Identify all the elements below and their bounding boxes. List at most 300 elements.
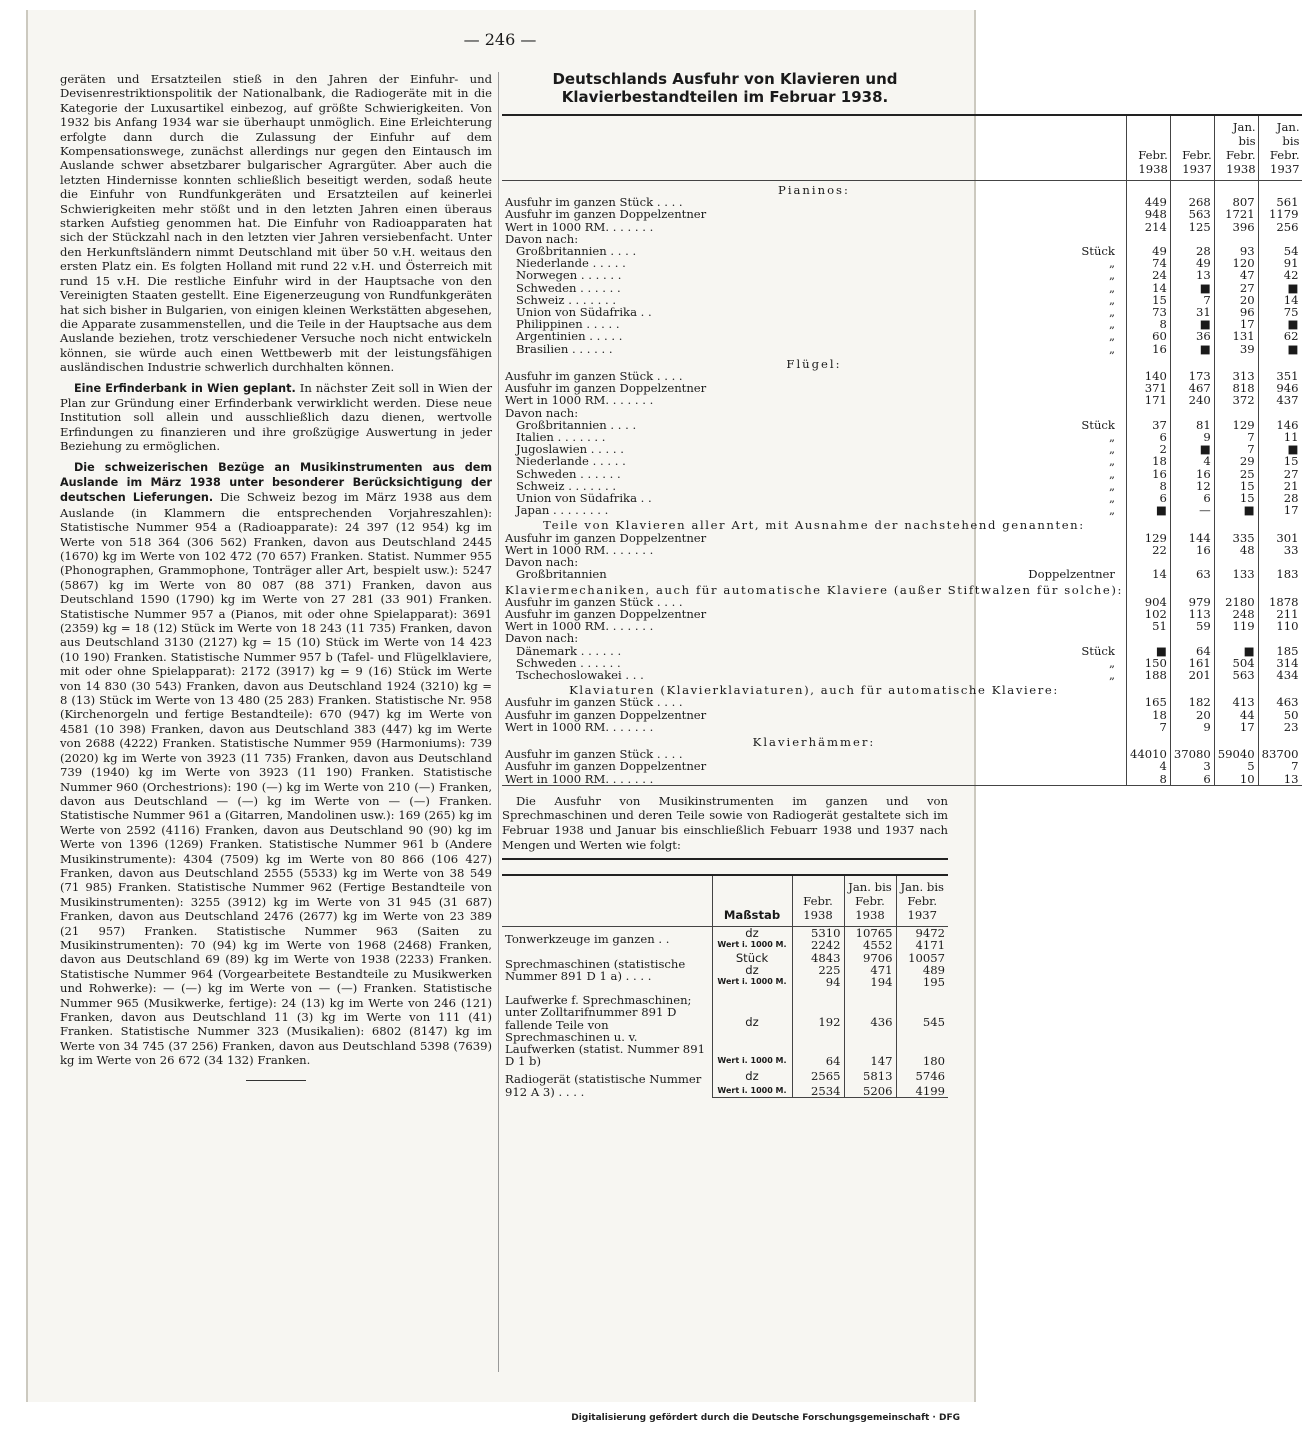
row-label: Tonwerkzeuge im ganzen . . [505, 932, 670, 947]
row-unit: „ [1108, 292, 1115, 307]
value-cell: 183 [1258, 568, 1301, 580]
paragraph-erfinderbank [60, 381, 492, 454]
row-label: Ausfuhr im ganzen Stück . . . . [505, 369, 683, 384]
row-label: Japan . . . . . . . . [516, 503, 609, 518]
swiss-imports-text: Die Schweiz bezog im März 1938 aus dem Auslande (in Klammern die entsprechenden Vorjahreszahlen): Statistische Nummer 954 a (Radioapparate): 24 397 (12 954) kg im Werte von 518 364 (306 562) Franken, davon aus Deutschland 2445 (1670) kg im Werte von 102 472 (70 657) Franken. Statist. Nummer 955 (Phonographen, Grammophone, Tonträger aller Art, bespielt usw.): 5247 (5867) kg im Werte von 80 087 (88 371) Franken, davon aus Deutschland 1590 (1790) kg im Werte von 27 281 (33 901) Franken. Statistische Nummer 957 a (Pianos, mit oder ohne Spielapparat): 3691 (2359) kg = 18 (12) Stück im Werte von 18 243 (11 735) Franken, davon aus Deutschland 3130 (2127) kg = 15 (10) Stück im Werte von 14 423 (10 190) Franken. Statistische Nummer 957 b (Tafel- und Flügelklaviere, mit oder ohne Spielapparat): 2172 (3917) kg = 9 (16) Stück im Werte von 14 830 (30 543) Franken, davon aus Deutschland 1924 (3210) kg = 8 (13) Stück im Werte von 13 480 (25 283) Franken. Statistische Nr. 958 (Kirchenorgeln und fertige Bestandteile): 670 (947) kg im Werte von 4581 (10 398) Franken, davon aus Deutschland 383 (447) kg im Werte von 2688 (4222) Franken. Statistische Nummer 959 (Harmoniums): 739 (2020) kg im Werte von 3923 (11 735) Franken, davon aus Deutschland 739 (1940) kg im Werte von 3923 (11 190) Franken. Statistische Nummer 960 (Orchestrions): 190 (—) kg im Werte von 210 (—) Franken, davon aus Deutschland — (—) kg im Werte von — (—) Franken. Statistische Nummer 961 a (Gitarren, Mandolinen usw.): 169 (265) kg im Werte von 2592 (4116) Franken, davon aus Deutschland 90 (90) kg im Werte von 1396 (1269) Franken. Statistische Nummer 961 b (Andere Musikinstrumente): 4304 (7509) kg im Werte von 80 866 (106 427) Franken, davon aus Deutschland 2555 (5533) kg im Werte von 38 549 (71 985) Franken. Statistische Nummer 962 (Fertige Bestandteile von Musikinstrumenten): 3255 (3912) kg im Werte von 31 945 (31 687) Franken, davon aus Deutschland 2476 (2677) kg im Werte von 23 389 (21 957) Franken. Statistische Nummer 963 (Saiten zu Musikinstrumenten): 70 (94) kg im Werte von 1968 (2468) Franken, davon aus Deutschland 69 (89) kg im Werte von 1938 (2233) Franken. Statistische Nummer 964 (Vorgearbeitete Bestandteile zu Musikwerken und Rohwerke): — (—) kg im Werte von — (—) Franken. Statistische Nummer 965 (Musikwerke, fertige): 24 (13) kg im Werte von 246 (121) Franken, davon aus Deutschland 11 (3) kg im Werte von 111 (41) Franken. Statistische Nummer 323 (Musikalien): 6802 (8147) kg im Werte von 34 745 (37 256) Franken, davon aus Deutschland 5398 (7639) kg im Werte von 26 672 (34 132) Franken. [60, 490, 492, 1068]
value-cell: 147 [844, 1028, 896, 1068]
value-cell: 33 [1258, 544, 1301, 556]
row-unit: „ [1108, 503, 1115, 518]
row-label: Union von Südafrika . . [516, 305, 652, 320]
value-cell: 4843 [792, 952, 844, 964]
section-title: Flügel: [786, 356, 842, 371]
value-cell: 5 [1214, 760, 1258, 772]
unit-cell: Wert i. 1000 M. [712, 939, 792, 951]
section-title: Teile von Klavieren aller Art, mit Ausnahme der nachstehend genannten: [543, 518, 1085, 533]
value-cell: 146 [1258, 419, 1301, 431]
unit-cell: dz [712, 927, 792, 940]
value-cell: 2534 [792, 1082, 844, 1098]
value-cell: 467 [1170, 382, 1214, 394]
table-row [502, 419, 1302, 431]
value-cell [1126, 632, 1170, 644]
value-cell [1258, 632, 1301, 644]
value-cell: 50 [1258, 709, 1301, 721]
value-cell: 4171 [896, 939, 948, 951]
header-jan-febr-1937: Jan. bis Febr. 1937 [1258, 115, 1301, 181]
value-cell: 240 [1170, 394, 1214, 406]
row-label: Niederlande . . . . . [516, 256, 626, 271]
value-cell: 165 [1126, 696, 1170, 708]
value-cell: 28 [1258, 492, 1301, 504]
row-unit: „ [1108, 454, 1115, 469]
value-cell: 6 [1126, 492, 1170, 504]
table-row [502, 568, 1302, 580]
table-row [502, 504, 1302, 516]
value-cell: ■ [1170, 318, 1214, 330]
value-cell: — [1170, 504, 1214, 516]
table-row [502, 669, 1302, 681]
table-row [502, 544, 1302, 556]
table-row [502, 988, 948, 1028]
row-unit: „ [1108, 430, 1115, 445]
row-label: Wert in 1000 RM. . . . . . . [505, 542, 654, 557]
paragraph-swiss-imports [60, 460, 492, 1068]
row-label: Ausfuhr im ganzen Doppelzentner [505, 759, 707, 774]
unit-cell: Wert i. 1000 M. [712, 1028, 792, 1068]
value-cell: 14 [1126, 282, 1170, 294]
row-label: Großbritannien . . . . [516, 417, 637, 432]
dfg-footer: Digitalisierung gefördert durch die Deutsche Forschungsgemeinschaft · DFG [571, 1413, 960, 1423]
value-cell: 16 [1126, 343, 1170, 355]
value-cell: 563 [1170, 208, 1214, 220]
value-cell: 27 [1258, 468, 1301, 480]
value-cell: 13 [1170, 269, 1214, 281]
value-cell: 23 [1258, 721, 1301, 733]
table-row [502, 620, 1302, 632]
row-unit: „ [1108, 655, 1115, 670]
value-cell: 131 [1214, 330, 1258, 342]
empty-cell [1258, 355, 1301, 370]
value-cell: 3 [1170, 760, 1214, 772]
row-label: Großbritannien . . . . [516, 244, 637, 259]
table-row [502, 468, 1302, 480]
header-jan-febr-1938: Jan. bis Febr. 1938 [1214, 115, 1258, 181]
value-cell: 161 [1170, 657, 1214, 669]
value-cell: 413 [1214, 696, 1258, 708]
header-label-cell [502, 875, 712, 927]
value-cell: 214 [1126, 221, 1170, 233]
row-label-cell [502, 773, 1126, 786]
row-label: Tschechoslowakei . . . [516, 667, 644, 682]
value-cell: 545 [896, 988, 948, 1028]
value-cell: 12 [1170, 480, 1214, 492]
value-cell: 948 [1126, 208, 1170, 220]
value-cell: 4 [1170, 455, 1214, 467]
value-cell: 1721 [1214, 208, 1258, 220]
empty-cell [1170, 581, 1214, 596]
section-title: Klaviermechaniken, auch für automatische Klaviere (außer Stiftwalzen für solche): [505, 582, 1123, 597]
table-row [502, 455, 1302, 467]
row-unit: „ [1108, 268, 1115, 283]
column-divider [498, 72, 499, 1372]
value-cell: 335 [1214, 532, 1258, 544]
value-cell: 10 [1214, 773, 1258, 786]
table-row [502, 721, 1302, 733]
value-cell: 16 [1170, 544, 1214, 556]
value-cell: 36 [1170, 330, 1214, 342]
row-label: Ausfuhr im ganzen Stück . . . . [505, 195, 683, 210]
empty-cell [1126, 681, 1170, 696]
value-cell: 14 [1258, 294, 1301, 306]
value-cell: 351 [1258, 370, 1301, 382]
value-cell: 24 [1126, 269, 1170, 281]
empty-cell [1170, 733, 1214, 748]
value-cell: 15 [1126, 294, 1170, 306]
value-cell: 314 [1258, 657, 1301, 669]
value-cell: 64 [792, 1028, 844, 1068]
row-label-cell [502, 669, 1126, 681]
value-cell: 807 [1214, 196, 1258, 208]
value-cell: 11 [1258, 431, 1301, 443]
value-cell: 28 [1170, 245, 1214, 257]
value-cell: 150 [1126, 657, 1170, 669]
empty-cell [1170, 355, 1214, 370]
row-label: Schweiz . . . . . . . [516, 478, 617, 493]
row-label: Davon nach: [505, 555, 579, 570]
value-cell: 129 [1126, 532, 1170, 544]
value-cell: 946 [1258, 382, 1301, 394]
value-cell: 119 [1214, 620, 1258, 632]
value-cell: ■ [1258, 282, 1301, 294]
value-cell: 15 [1258, 455, 1301, 467]
value-cell: 59 [1170, 620, 1214, 632]
row-label: Ausfuhr im ganzen Stück . . . . [505, 695, 683, 710]
value-cell: 225 [792, 964, 844, 976]
value-cell: ■ [1214, 645, 1258, 657]
value-cell: 44010 [1126, 748, 1170, 760]
row-label: Sprechmaschinen (statistische Nummer 891 D 1 a) . . . . [505, 956, 686, 983]
value-cell: 195 [896, 976, 948, 988]
table-row [502, 282, 1302, 294]
row-label: Wert in 1000 RM. . . . . . . [505, 219, 654, 234]
row-label: Schweden . . . . . . [516, 466, 621, 481]
value-cell: 7 [1214, 431, 1258, 443]
empty-cell [1214, 516, 1258, 531]
value-cell: 436 [844, 988, 896, 1028]
value-cell: 7 [1214, 443, 1258, 455]
row-label: Italien . . . . . . . [516, 430, 606, 445]
row-label-cell [502, 544, 1126, 556]
value-cell: 904 [1126, 596, 1170, 608]
value-cell: 62 [1258, 330, 1301, 342]
value-cell: 1179 [1258, 208, 1301, 220]
empty-cell [1170, 516, 1214, 531]
empty-cell [1214, 181, 1258, 197]
value-cell: 8 [1126, 480, 1170, 492]
value-cell: 194 [844, 976, 896, 988]
value-cell: 14 [1126, 568, 1170, 580]
row-label: Ausfuhr im ganzen Doppelzentner [505, 381, 707, 396]
empty-cell [1214, 681, 1258, 696]
unit-cell: Stück [712, 952, 792, 964]
value-cell: 313 [1214, 370, 1258, 382]
section-title: Klaviaturen (Klavierklaviaturen), auch für automatische Klaviere: [569, 683, 1059, 698]
value-cell: 64 [1170, 645, 1214, 657]
row-label: Brasilien . . . . . . [516, 341, 613, 356]
value-cell: 20 [1214, 294, 1258, 306]
section-title-row [502, 516, 1302, 531]
row-label-cell [502, 221, 1126, 233]
row-label-cell [502, 620, 1126, 632]
value-cell: 44 [1214, 709, 1258, 721]
row-unit: „ [1108, 667, 1115, 682]
row-unit: „ [1108, 256, 1115, 271]
unit-cell: dz [712, 964, 792, 976]
value-cell: ■ [1126, 504, 1170, 516]
value-cell: 180 [896, 1028, 948, 1068]
value-cell: 192 [792, 988, 844, 1028]
value-cell: 27 [1214, 282, 1258, 294]
unit-cell: dz [712, 1067, 792, 1082]
empty-cell [1258, 181, 1301, 197]
empty-cell [1126, 516, 1170, 531]
value-cell: 113 [1170, 608, 1214, 620]
empty-cell [1258, 516, 1301, 531]
row-unit: „ [1108, 466, 1115, 481]
value-cell: 201 [1170, 669, 1214, 681]
value-cell: ■ [1258, 343, 1301, 355]
summary-note: Die Ausfuhr von Musikinstrumenten im ganzen und von Sprechmaschinen und deren Teile sowie von Radiogerät gestaltete sich im Februar 1938 und Januar bis einschließlich Febuarr 1938 und 1937 nach Mengen und Werten wie folgt: [502, 794, 948, 860]
value-cell: 96 [1214, 306, 1258, 318]
value-cell: 5746 [896, 1067, 948, 1082]
value-cell: 173 [1170, 370, 1214, 382]
table-row [502, 257, 1302, 269]
value-cell: 471 [844, 964, 896, 976]
value-cell: 17 [1258, 504, 1301, 516]
value-cell: 39 [1214, 343, 1258, 355]
row-label: Argentinien . . . . . [516, 329, 623, 344]
value-cell: 10765 [844, 927, 896, 940]
row-label: Schweiz . . . . . . . [516, 292, 617, 307]
table-row [502, 556, 1302, 568]
value-cell: 120 [1214, 257, 1258, 269]
value-cell: 49 [1126, 245, 1170, 257]
unit-cell: dz [712, 988, 792, 1028]
section-title-row [502, 181, 1302, 197]
value-cell: 504 [1214, 657, 1258, 669]
value-cell: 16 [1126, 468, 1170, 480]
value-cell: ■ [1258, 443, 1301, 455]
row-label: Ausfuhr im ganzen Doppelzentner [505, 530, 707, 545]
row-label: Radiogerät (statistische Nummer 912 A 3) . . . . [505, 1072, 702, 1099]
value-cell: 6 [1126, 431, 1170, 443]
value-cell: 91 [1258, 257, 1301, 269]
header-label-cell [502, 115, 1126, 181]
value-cell: 5206 [844, 1082, 896, 1098]
value-cell: 8 [1126, 318, 1170, 330]
value-cell: 396 [1214, 221, 1258, 233]
row-unit: „ [1108, 442, 1115, 457]
row-unit: „ [1108, 305, 1115, 320]
table-row [502, 330, 1302, 342]
value-cell: 10057 [896, 952, 948, 964]
section-title: Klavierhämmer: [752, 734, 876, 749]
value-cell: 9472 [896, 927, 948, 940]
row-label: Philippinen . . . . . [516, 317, 620, 332]
row-label-cell [502, 394, 1126, 406]
left-column [60, 72, 492, 1081]
value-cell: 22 [1126, 544, 1170, 556]
row-label: Union von Südafrika . . [516, 491, 652, 506]
swiss-imports-heading: Die schweizerischen Bezüge an Musikinstrumenten aus dem Auslande im März 1938 unter besonderer Berücksichtigung der deutschen Lieferungen. [60, 460, 492, 505]
table-row [502, 221, 1302, 233]
row-label: Dänemark . . . . . . [516, 643, 622, 658]
row-unit: Stück [1081, 417, 1115, 432]
header-jan-febr-1937: Jan. bis Febr. 1937 [896, 875, 948, 927]
empty-cell [1126, 733, 1170, 748]
value-cell: 73 [1126, 306, 1170, 318]
row-unit: Stück [1081, 643, 1115, 658]
row-unit: „ [1108, 491, 1115, 506]
value-cell: 20 [1170, 709, 1214, 721]
value-cell: 5310 [792, 927, 844, 940]
empty-cell [1126, 181, 1170, 197]
table-row [502, 632, 1302, 644]
section-title-row [502, 355, 1302, 370]
value-cell: 9 [1170, 431, 1214, 443]
unit-cell: Wert i. 1000 M. [712, 1082, 792, 1098]
value-cell: 75 [1258, 306, 1301, 318]
value-cell: 54 [1258, 245, 1301, 257]
value-cell: 979 [1170, 596, 1214, 608]
row-unit: „ [1108, 341, 1115, 356]
value-cell: 7 [1170, 294, 1214, 306]
value-cell: 7 [1258, 760, 1301, 772]
value-cell: 144 [1170, 532, 1214, 544]
row-label: Wert in 1000 RM. . . . . . . [505, 619, 654, 634]
row-unit: Doppelzentner [1028, 567, 1115, 582]
value-cell: 9 [1170, 721, 1214, 733]
piano-export-table [502, 114, 1302, 786]
row-label-cell [502, 568, 1126, 580]
value-cell: 7 [1126, 721, 1170, 733]
value-cell: ■ [1170, 282, 1214, 294]
table-row [502, 269, 1302, 281]
row-label: Davon nach: [505, 405, 579, 420]
section-title-row [502, 681, 1302, 696]
value-cell: 60 [1126, 330, 1170, 342]
value-cell: 74 [1126, 257, 1170, 269]
value-cell: 5813 [844, 1067, 896, 1082]
value-cell: 18 [1126, 709, 1170, 721]
table-row [502, 645, 1302, 657]
empty-cell [1214, 581, 1258, 596]
value-cell: 563 [1214, 669, 1258, 681]
row-label: Davon nach: [505, 231, 579, 246]
row-label-cell [502, 721, 1126, 733]
value-cell: 49 [1170, 257, 1214, 269]
value-cell: 48 [1214, 544, 1258, 556]
value-cell: 59040 [1214, 748, 1258, 760]
value-cell: 561 [1258, 196, 1301, 208]
paragraph-radio-import: geräten und Ersatzteilen stieß in den Jahren der Einfuhr- und Devisenrestriktionspolitik der Nationalbank, die Radiogeräte mit in die Kategorie der Luxusartikel einbezog, auf größte Schwierigkeiten. Von 1932 bis Anfang 1934 war sie überhaupt unmöglich. Eine Erleichterung erfolgte dann durch die Zulassung der Einfuhr auf dem Kompensationswege, zunächst allerdings nur gegen den Eintausch im Auslande schwer absetzbarer bulgarischer Agrargüter. Aber auch die letzten Hindernisse konnten schließlich beseitigt werden, sodaß heute die Einfuhr von Rundfunkgeräten und Ersatzteilen auf keinerlei Schwierigkeiten mehr stößt und in den letzten Jahren einen überaus starken Aufstieg genommen hat. Die Einfuhr von Radioapparaten hat sich der Stückzahl nach in den letzten vier Jahren versiebenfacht. Unter den Herkunftsländern nimmt Deutschland mit über 50 v.H. weitaus den ersten Platz ein. Es folgten Holland mit rund 22 v.H. und Österreich mit rund 15 v.H. Die restliche Einfuhr wird in der Hauptsache von den Vereinigten Staaten gestellt. Eine Eigenerzeugung von Rundfunkgeräten hat sich bisher in Bulgarien, von einigen kleinen Werkstätten abgesehen, die Apparate zusammenstellen, und die Teile in der Hauptsache aus dem Auslande beziehen, trotz verschiedener Versuche noch nicht entwickeln können, sie würde auch einen Wettbewerb mit der leistungsfähigen ausländischen Industrie schwerlich durchhalten können. [60, 72, 492, 375]
value-cell: 51 [1126, 620, 1170, 632]
value-cell: ■ [1170, 443, 1214, 455]
value-cell: 140 [1126, 370, 1170, 382]
value-cell: 47 [1214, 269, 1258, 281]
value-cell: 81 [1170, 419, 1214, 431]
value-cell: 15 [1214, 492, 1258, 504]
value-cell: 42 [1258, 269, 1301, 281]
value-cell: 25 [1214, 468, 1258, 480]
empty-cell [1170, 181, 1214, 197]
empty-cell [1258, 581, 1301, 596]
value-cell: 37080 [1170, 748, 1214, 760]
end-divider [246, 1080, 306, 1081]
empty-cell [1214, 355, 1258, 370]
value-cell: 9706 [844, 952, 896, 964]
value-cell: 125 [1170, 221, 1214, 233]
table-row [502, 394, 1302, 406]
empty-cell [1126, 355, 1170, 370]
row-unit: „ [1108, 329, 1115, 344]
value-cell: 94 [792, 976, 844, 988]
value-cell: ■ [1126, 645, 1170, 657]
value-cell: 818 [1214, 382, 1258, 394]
value-cell: 434 [1258, 669, 1301, 681]
value-cell: 371 [1126, 382, 1170, 394]
row-label: Ausfuhr im ganzen Doppelzentner [505, 707, 707, 722]
value-cell: 110 [1258, 620, 1301, 632]
header-febr-1937: Febr. 1937 [1170, 115, 1214, 181]
value-cell: 17 [1214, 318, 1258, 330]
value-cell: 489 [896, 964, 948, 976]
value-cell: 15 [1214, 480, 1258, 492]
unit-cell: Wert i. 1000 M. [712, 976, 792, 988]
table-row [502, 952, 948, 964]
instrument-summary-table [502, 874, 948, 1098]
empty-cell [1126, 581, 1170, 596]
section-title: Pianinos: [778, 183, 850, 197]
value-cell: 2 [1126, 443, 1170, 455]
value-cell: 4 [1126, 760, 1170, 772]
right-column [502, 70, 1300, 1099]
empty-cell [1258, 681, 1301, 696]
empty-cell [1258, 733, 1301, 748]
value-cell: 133 [1214, 568, 1258, 580]
value-cell: 4552 [844, 939, 896, 951]
section-title-row [502, 581, 1302, 596]
value-cell: 8 [1126, 773, 1170, 786]
table-row [502, 343, 1302, 355]
row-label: Schweden . . . . . . [516, 280, 621, 295]
table-row [502, 773, 1302, 786]
value-cell: 185 [1258, 645, 1301, 657]
header-massstab: Maßstab [712, 875, 792, 927]
header-febr-1938: Febr. 1938 [1126, 115, 1170, 181]
value-cell: 248 [1214, 608, 1258, 620]
row-label: Norwegen . . . . . . [516, 268, 622, 283]
row-unit: „ [1108, 317, 1115, 332]
value-cell: 6 [1170, 492, 1214, 504]
value-cell: 29 [1214, 455, 1258, 467]
empty-cell [1170, 681, 1214, 696]
row-unit: „ [1108, 280, 1115, 295]
row-label: Ausfuhr im ganzen Doppelzentner [505, 606, 707, 621]
export-table-title: Deutschlands Ausfuhr von Klavieren und Klavierbestandteilen im Februar 1938. [552, 70, 898, 106]
table-row [502, 306, 1302, 318]
value-cell: ■ [1214, 504, 1258, 516]
value-cell: 437 [1258, 394, 1301, 406]
